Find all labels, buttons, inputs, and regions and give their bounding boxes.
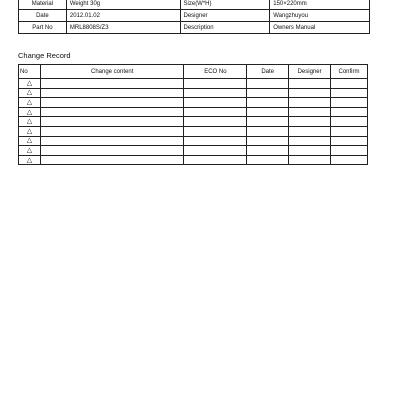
revision-triangle-icon: △ (19, 98, 41, 108)
cell-date (247, 107, 289, 117)
revision-triangle-icon: △ (19, 126, 41, 136)
cell-date (247, 155, 289, 165)
change-record-row (19, 88, 368, 98)
cell-date (247, 136, 289, 146)
cell-confirm (331, 88, 368, 98)
cell-content (40, 155, 184, 165)
cell-designer (289, 126, 331, 136)
info-value: 150×220mm (270, 0, 370, 10)
cell-content (40, 88, 184, 98)
cell-designer (289, 98, 331, 108)
cell-eco (184, 79, 247, 89)
header-no: No (19, 65, 41, 79)
info-label: Designer (180, 10, 270, 22)
cell-designer (289, 88, 331, 98)
cell-confirm (331, 79, 368, 89)
cell-content (40, 136, 184, 146)
cell-confirm (331, 117, 368, 127)
info-value: Wangzhuyou (270, 10, 370, 22)
change-record-row (19, 126, 368, 136)
info-value: Owners Manual (270, 22, 370, 34)
cell-eco (184, 126, 247, 136)
cell-designer (289, 79, 331, 89)
change-record-row (19, 155, 368, 165)
info-value: 2012.01.02 (66, 10, 180, 22)
cell-content (40, 126, 184, 136)
cell-date (247, 98, 289, 108)
cell-content (40, 98, 184, 108)
info-table (18, 0, 370, 34)
cell-date (247, 79, 289, 89)
info-row (19, 0, 370, 10)
cell-designer (289, 136, 331, 146)
cell-confirm (331, 136, 368, 146)
revision-triangle-icon: △ (19, 117, 41, 127)
info-value: Weight 30g (66, 0, 180, 10)
header-confirm: Confirm (331, 65, 368, 79)
cell-eco (184, 146, 247, 156)
revision-triangle-icon: △ (19, 146, 41, 156)
header-date: Date (247, 65, 289, 79)
change-record-row (19, 79, 368, 89)
revision-triangle-icon: △ (19, 107, 41, 117)
cell-eco (184, 136, 247, 146)
cell-content (40, 117, 184, 127)
info-label: Size(W*H) (180, 0, 270, 10)
cell-content (40, 107, 184, 117)
cell-date (247, 146, 289, 156)
revision-triangle-icon: △ (19, 88, 41, 98)
revision-triangle-icon: △ (19, 136, 41, 146)
cell-date (247, 88, 289, 98)
change-record-table (18, 64, 368, 165)
cell-date (247, 126, 289, 136)
cell-confirm (331, 98, 368, 108)
cell-eco (184, 88, 247, 98)
cell-designer (289, 155, 331, 165)
info-label: Material (19, 0, 67, 10)
info-label: Date (19, 10, 67, 22)
cell-eco (184, 98, 247, 108)
info-label: Description (180, 22, 270, 34)
cell-eco (184, 155, 247, 165)
header-change-content: Change content (40, 65, 184, 79)
cell-designer (289, 107, 331, 117)
change-record-row (19, 146, 368, 156)
revision-triangle-icon: △ (19, 155, 41, 165)
cell-eco (184, 107, 247, 117)
revision-triangle-icon: △ (19, 79, 41, 89)
info-row (19, 22, 370, 34)
cell-content (40, 79, 184, 89)
cell-date (247, 117, 289, 127)
cell-content (40, 146, 184, 156)
cell-designer (289, 117, 331, 127)
cell-designer (289, 146, 331, 156)
info-label: Part No (19, 22, 67, 34)
change-record-header-row (19, 65, 368, 79)
cell-confirm (331, 146, 368, 156)
cell-confirm (331, 126, 368, 136)
change-record-row (19, 117, 368, 127)
info-value: MRL8808S/Z3 (66, 22, 180, 34)
change-record-row (19, 107, 368, 117)
header-designer: Designer (289, 65, 331, 79)
cell-confirm (331, 155, 368, 165)
change-record-title: Change Record (18, 51, 71, 60)
change-record-row (19, 98, 368, 108)
change-record-row (19, 136, 368, 146)
cell-confirm (331, 107, 368, 117)
cell-eco (184, 117, 247, 127)
info-row (19, 10, 370, 22)
header-eco-no: ECO No (184, 65, 247, 79)
